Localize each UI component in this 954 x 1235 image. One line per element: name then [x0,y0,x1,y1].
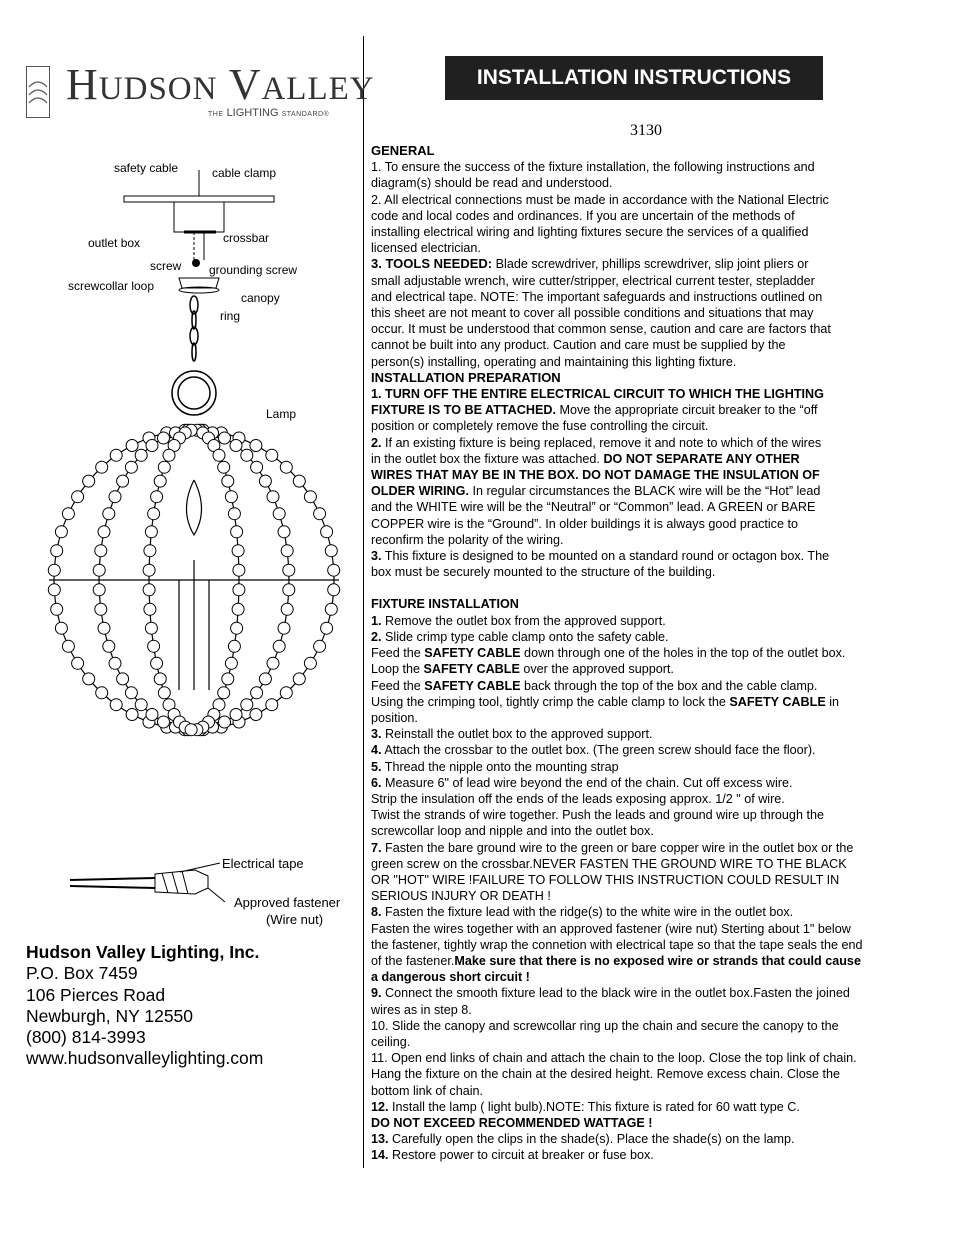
label-lamp: Lamp [266,407,297,421]
phone-number: (800) 814-3993 [26,1027,146,1048]
text-line: position. [371,710,418,725]
wire-nut-diagram [60,850,360,930]
spacer [371,580,931,596]
bead [267,491,279,503]
bead [321,622,333,634]
text-span: Feed the [371,678,425,693]
text-line [371,661,931,677]
bead [304,491,316,503]
text-span: in [825,694,840,709]
bead [281,545,293,557]
text-line: ceiling. [371,1034,411,1049]
bead [278,622,290,634]
bold-span: 1. TURN OFF THE ENTIRE ELECTRICAL CIRCUIT TO WHICH THE LIGHTING [371,387,824,402]
fixture-diagram [34,150,364,760]
text-line: 10. Slide the canopy and screwcollar ring up the chain and secure the canopy to the [371,1018,839,1033]
bead [98,526,110,538]
bead [96,461,108,473]
step-number: 9. [371,986,382,1001]
text-span: Slide crimp type cable clamp onto the safety cable. [381,629,669,644]
label-outlet-box: outlet box [88,236,141,250]
bead [241,699,253,711]
bead [145,526,157,538]
bead [109,491,121,503]
bead [151,657,163,669]
text-line [371,613,931,629]
step-number: 4. [371,743,382,758]
text-line [371,386,931,402]
bead [293,673,305,685]
step-number: 13. [371,1132,389,1147]
instructions [371,143,931,1164]
text-span: Reinstall the outlet box to the approved support. [381,727,653,742]
bead [233,564,245,576]
bead [93,584,105,596]
label-grounding-screw: grounding screw [209,263,298,277]
bold-span: Make sure that there is no exposed wire or strands that could cause [454,953,861,968]
section-heading-general: GENERAL [371,143,435,158]
bold-span: SAFETY CABLE [424,678,521,693]
label-cable-clamp: cable clamp [212,166,277,180]
website: www.hudsonvalleylighting.com [26,1048,264,1069]
bead [145,622,157,634]
bead [280,687,292,699]
text-span: Connect the smooth fixture lead to the black wire in the outlet box.Fasten the joined [381,986,850,1001]
bead [241,449,253,461]
bead [228,640,240,652]
bead [213,449,225,461]
text-span: over the approved support. [519,662,674,677]
text-span: Install the lamp ( light bulb).NOTE: This fixture is rated for 60 watt type C. [388,1099,800,1114]
bead [328,564,340,576]
bead [151,491,163,503]
bead [103,640,115,652]
text-line [371,1099,931,1115]
text-span: This fixture is designed to be mounted on a standard round or octagon box. The [381,549,830,564]
text-line [371,1131,931,1147]
text-line [371,629,931,645]
bead [321,526,333,538]
text-line: code and local codes and ordinances. If you are uncertain of the methods of [371,208,795,223]
general-text [371,159,931,256]
bead [314,508,326,520]
bead [144,603,156,615]
text-span: Fasten the bare ground wire to the green or bare copper wire in the outlet box or the [381,840,854,855]
text-line [371,759,931,775]
bead [304,657,316,669]
bead [117,673,129,685]
text-line: licensed electrician. [371,241,481,256]
po-box: P.O. Box 7459 [26,963,138,984]
text-span: Thread the nipple onto the mounting strap [381,759,619,774]
text-line: occur. It must be understood that common sense, caution and care are factors that [371,322,831,337]
bead [72,657,84,669]
bead [222,475,234,487]
text-line [371,726,931,742]
text-line: position or completely remove the fuse controlling the circuit. [371,419,709,434]
bead [325,603,337,615]
bead [273,640,285,652]
bead [148,508,160,520]
bead [251,687,263,699]
bead [83,673,95,685]
bead [230,440,242,452]
step-number: 2. [371,435,382,450]
label-crossbar: crossbar [223,231,270,245]
text-span: Using the crimping tool, tightly crimp the cable clamp to lock the [371,694,730,709]
street-address: 106 Pierces Road [26,984,166,1005]
text-line: screwcollar loop and nipple and into the outlet box. [371,824,654,839]
text-line [371,548,931,564]
text-span: Blade screwdriver, phillips screwdriver, slip joint pliers or [492,257,809,272]
logo-mark-icon [26,66,50,118]
text-line: Fasten the wires together with an approved fastener (wire nut) Sterting about 1" below [371,921,851,936]
bead [278,526,290,538]
text-line: SERIOUS INJURY OR DEATH ! [371,889,551,904]
bead [225,657,237,669]
bead [154,673,166,685]
bold-span: OLDER WIRING. [371,484,469,499]
bead [259,475,271,487]
bead [218,687,230,699]
bead [233,584,245,596]
step-number: 7. [371,840,382,855]
text-line [371,435,931,451]
text-line: 11. Open end links of chain and attach the chain to the loop. Close the top link of chain. [371,1051,857,1066]
bead [148,640,160,652]
text-line [371,1147,931,1163]
text-line [371,678,931,694]
bead [158,432,170,444]
step-number: 5. [371,759,382,774]
text-span: Measure 6" of lead wire beyond the end of the chain. Cut off excess wire. [381,775,793,790]
text-line: the fastener, tightly wrap the connetion with electrical tape so that the tape seals the end [371,937,863,952]
bead [158,461,170,473]
label-ring: ring [220,309,241,323]
bead [95,603,107,615]
company-address [26,942,263,1070]
bead [144,545,156,557]
text-line [371,742,931,758]
bead [250,440,262,452]
text-line: bottom link of chain. [371,1083,484,1098]
text-span: Remove the outlet box from the approved support. [381,613,666,628]
bead [314,640,326,652]
text-span: Feed the [371,646,425,661]
text-span: Move the appropriate circuit breaker to the “off [555,403,818,418]
bead [83,475,95,487]
bead [283,564,295,576]
section-heading-tools: 3. TOOLS NEEDED: [371,256,493,272]
bead [228,508,240,520]
bold-span: FIXTURE IS TO BE ATTACHED. [371,403,556,418]
text-line: green screw on the crossbar.NEVER FASTEN THE GROUND WIRE TO THE BLACK [371,856,847,871]
text-line [371,775,931,791]
bead [273,508,285,520]
bold-span: SAFETY CABLE [423,662,520,677]
bold-span: WIRES THAT MAY BE IN THE BOX. DO NOT DAMAGE THE INSULATION OF [371,468,820,483]
step-number: 14. [371,1148,389,1163]
bead [232,603,244,615]
text-line: 2. All electrical connections must be made in accordance with the National Electric [371,192,829,207]
bead [218,461,230,473]
bead [146,709,158,721]
bead [96,687,108,699]
bead [117,475,129,487]
step-number: 6. [371,775,382,790]
section-heading-fixture: FIXTURE INSTALLATION [371,597,519,612]
text-span: Fasten the fixture lead with the ridge(s) to the white wire in the outlet box. [381,905,794,920]
text-span: Attach the crossbar to the outlet box. (The green screw should face the floor). [381,743,816,758]
bead [283,584,295,596]
bead [259,673,271,685]
text-line: and the WHITE wire will be the “Neutral” or “Common” lead. A GREEN or BARE [371,500,816,515]
bead [109,657,121,669]
text-line: wires as in step 8. [371,1002,472,1017]
text-line: small adjustable wrench, wire cutter/stripper, electrical current tester, stepladder [371,273,815,288]
label-electrical-tape: Electrical tape [222,856,304,871]
bead [231,622,243,634]
bead [62,640,74,652]
bold-span: DO NOT SEPARATE ANY OTHER [603,451,800,466]
text-span: Loop the [371,662,424,677]
text-line: person(s) installing, operating and maintaining this lighting fixture. [371,354,737,369]
step-number: 8. [371,905,382,920]
step-number: 3. [371,549,382,564]
bead [293,475,305,487]
bead [135,449,147,461]
city-state-zip: Newburgh, NY 12550 [26,1005,194,1026]
bead [51,603,63,615]
bead [219,432,231,444]
text-span: If an existing fixture is being replaced, remove it and note to which of the wires [381,435,822,450]
bead [158,716,170,728]
bead [98,622,110,634]
text-line [371,904,931,920]
text-line [371,483,931,499]
text-line [371,969,931,985]
bead [110,449,122,461]
text-line: Twist the strands of wire together. Push the leads and ground wire up through the [371,808,824,823]
text-span: Restore power to circuit at breaker or fuse box. [388,1148,654,1163]
bead [325,545,337,557]
bead [48,564,60,576]
text-line: installing electrical wiring and lighting fixtures secure the services of a qualified [371,225,809,240]
text-span: In regular circumstances the BLACK wire will be the “Hot” lead [468,484,821,499]
company-name: Hudson Valley Lighting, Inc. [26,942,260,962]
text-line: this sheet are not meant to cover all possible conditions and situations that may [371,306,814,321]
brand-logo [26,60,375,122]
text-line [371,953,931,969]
text-line: and electrical tape. NOTE: The important safeguards and instructions outlined on [371,289,823,304]
bead [146,440,158,452]
label-screwcollar-loop: screwcollar loop [68,279,155,293]
step-number: 1. [371,613,382,628]
bold-span: SAFETY CABLE [424,646,521,661]
bead [158,687,170,699]
text-line: box must be securely mounted to the structure of the building. [371,565,716,580]
text-line: Hang the fixture on the chain at the desired height. Remove excess chain. Close the [371,1067,841,1082]
text-line [371,694,931,710]
text-line: cannot be built into any product. Caution and care must be supplied by the [371,338,786,353]
page-title: INSTALLATION INSTRUCTIONS [445,56,823,100]
section-heading-preparation: INSTALLATION PREPARATION [371,369,561,385]
label-approved-fastener: Approved fastener [234,895,341,910]
bead [230,709,242,721]
bead [125,687,137,699]
bead [232,545,244,557]
label-wire-nut: (Wire nut) [266,912,324,927]
brand-name: HUDSON VALLEY [66,60,375,109]
step-number: 12. [371,1099,389,1114]
text-line [371,451,931,467]
bead [126,440,138,452]
text-line: COPPER wire is the “Ground”. In older buildings it is always good practice to [371,516,798,531]
bead [225,491,237,503]
bold-span: SAFETY CABLE [729,694,826,709]
bold-span: a dangerous short circuit ! [371,970,530,985]
bead [103,508,115,520]
bead [143,564,155,576]
text-line [371,840,931,856]
bead [163,449,175,461]
bead [328,584,340,596]
bead [93,564,105,576]
bead [231,526,243,538]
bead [266,699,278,711]
bead [219,716,231,728]
bead [125,461,137,473]
step-number: 3. [371,727,382,742]
brand-tagline: THE LIGHTING STANDARD® [208,107,330,119]
label-screw: screw [150,259,182,273]
bead [55,622,67,634]
text-line: reconfirm the polarity of the wiring. [371,532,564,547]
label-canopy: canopy [241,291,280,305]
text-span: down through one of the holes in the top of the outlet box. [520,646,846,661]
bead [55,526,67,538]
text-span: back through the top of the box and the cable clamp. [520,678,818,693]
bead [251,461,263,473]
model-number: 3130 [630,122,662,139]
tools-line [371,256,931,272]
text-line: diagram(s) should be read and understood. [371,176,613,191]
text-line [371,1115,931,1131]
bead [266,449,278,461]
bold-span: DO NOT EXCEED RECOMMENDED WATTAGE ! [371,1115,653,1130]
text-line: OR "HOT" WIRE !FAILURE TO FOLLOW THIS INSTRUCTION COULD RESULT IN [371,872,840,887]
bead [154,475,166,487]
text-span: in the outlet box the fixture was attached. [371,451,604,466]
bead [48,584,60,596]
text-line [371,645,931,661]
bead [267,657,279,669]
bead [126,709,138,721]
bead [250,709,262,721]
text-line [371,985,931,1001]
bead [135,699,147,711]
bead [51,545,63,557]
bead [222,673,234,685]
bead [280,461,292,473]
bead [110,699,122,711]
bead [95,545,107,557]
step-number: 2. [371,629,382,644]
text-line [371,467,931,483]
text-span: of the fastener. [371,953,455,968]
bead [281,603,293,615]
text-line [371,402,931,418]
text-line: Strip the insulation off the ends of the leads exposing approx. 1/2 " of wire. [371,791,785,806]
bead [185,724,197,736]
bead [143,584,155,596]
bead [72,491,84,503]
bead [62,508,74,520]
text-line: 1. To ensure the success of the fixture installation, the following instructions and [371,160,815,175]
text-span: Carefully open the clips in the shade(s). Place the shade(s) on the lamp. [388,1132,795,1147]
label-safety-cable: safety cable [114,161,179,175]
